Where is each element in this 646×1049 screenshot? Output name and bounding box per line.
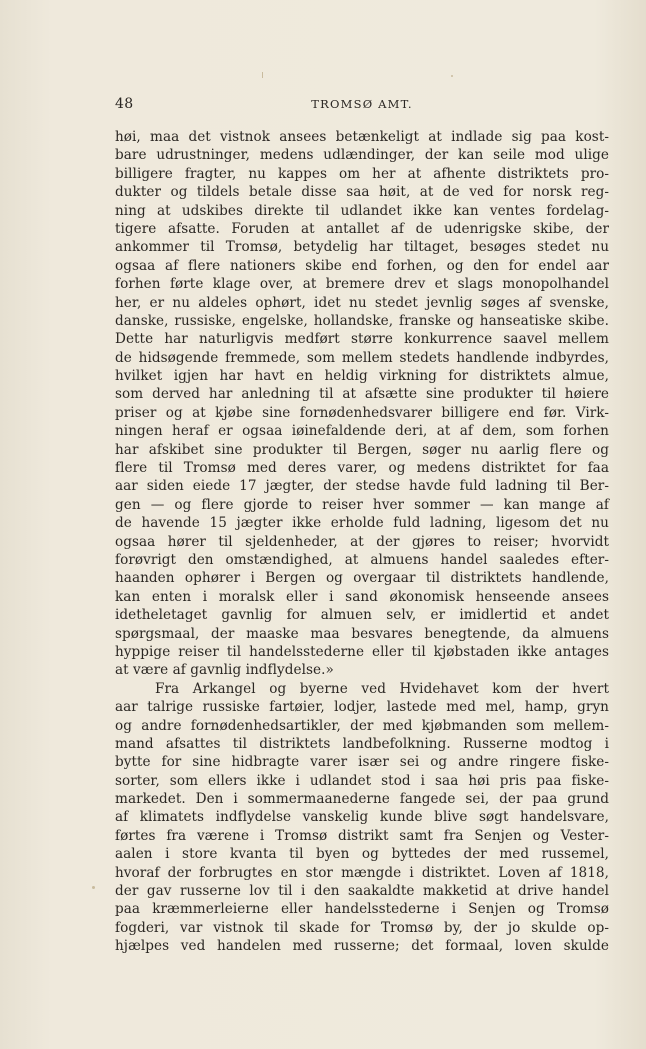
text-line: her, er nu aldeles ophørt, idet nu stedet jevnlig søges af svenske, bbox=[115, 294, 609, 311]
text-line: ankommer til Tromsø, betydelig har tiltaget, besøges stedet nu bbox=[115, 239, 609, 256]
text-line: hjælpes ved handelen med russerne; det formaal, loven skulde bbox=[115, 938, 609, 955]
text-line: som derved har anledning til at afsætte sine produkter til høiere bbox=[115, 386, 609, 403]
text-line: flere til Tromsø med deres varer, og medens distriktet for faa bbox=[115, 460, 609, 477]
text-line: forhen førte klage over, at bremere drev et slags monopolhandel bbox=[115, 276, 609, 293]
body-text bbox=[115, 128, 609, 956]
text-line: danske, russiske, engelske, hollandske, franske og hanseatiske skibe. bbox=[115, 312, 609, 329]
text-line: sorter, som ellers ikke i udlandet stod i saa høi pris paa fiske- bbox=[115, 772, 609, 789]
text-line: bare udrustninger, medens udlændinger, der kan seile mod ulige bbox=[115, 147, 609, 164]
paper-speck bbox=[92, 886, 95, 889]
text-line: tigere afsatte. Foruden at antallet af de udenrigske skibe, der bbox=[115, 220, 609, 237]
text-line: førtes fra værene i Tromsø distrikt samt fra Senjen og Vester- bbox=[115, 827, 609, 844]
page-header bbox=[115, 96, 609, 116]
text-line: Dette har naturligvis medført større konkurrence saavel mellem bbox=[115, 331, 609, 348]
text-line: hyppige reiser til handelsstederne eller til kjøbstaden ikke antages bbox=[115, 643, 609, 660]
text-line: af klimatets indflydelse vanskelig kunde blive søgt handelsvare, bbox=[115, 809, 609, 826]
text-line: at være af gavnlig indflydelse.» bbox=[115, 662, 334, 679]
text-line: aalen i store kvanta til byen og byttedes der med russemel, bbox=[115, 846, 609, 863]
text-line: høi, maa det vistnok ansees betænkeligt at indlade sig paa kost- bbox=[115, 129, 609, 145]
text-line: idetheletaget gavnlig for almuen selv, er imidlertid et andet bbox=[115, 607, 609, 624]
text-line: hvoraf der forbrugtes en stor mængde i distriktet. Loven af 1818, bbox=[115, 864, 609, 881]
text-line: ning at udskibes direkte til udlandet ikke kan ventes fordelag- bbox=[115, 202, 609, 219]
text-line: gen — og flere gjorde to reiser hver sommer — kan mange af bbox=[115, 496, 609, 513]
text-line: mand afsattes til distriktets landbefolkning. Russerne modtog i bbox=[115, 735, 609, 752]
text-line: haanden ophører i Bergen og overgaar til distriktets handlende, bbox=[115, 570, 609, 587]
text-line: kan enten i moralsk eller i sand økonomisk henseende ansees bbox=[115, 588, 609, 605]
text-line: spørgsmaal, der maaske maa besvares benegtende, da almuens bbox=[115, 625, 609, 642]
text-line: Fra Arkangel og byerne ved Hvidehavet kom der hvert bbox=[155, 680, 609, 697]
text-line: de havende 15 jægter ikke erholde fuld ladning, ligesom det nu bbox=[115, 515, 609, 532]
text-line: bytte for sine hidbragte varer især sei og andre ringere fiske- bbox=[115, 754, 609, 771]
text-line: forøvrigt den omstændighed, at almuens handel saaledes efter- bbox=[115, 551, 609, 568]
paper-speck bbox=[451, 75, 453, 77]
text-line: hvilket igjen har havt en heldig virkning for distriktets almue, bbox=[115, 368, 609, 385]
text-line: de hidsøgende fremmede, som mellem stedets handlende indbyrdes, bbox=[115, 349, 609, 366]
text-line: ningen heraf er ogsaa iøinefaldende deri, at af dem, som forhen bbox=[115, 423, 609, 440]
text-line: aar siden eiede 17 jægter, der stedse havde fuld ladning til Ber- bbox=[115, 478, 609, 495]
text-line: markedet. Den i sommermaanederne fangede sei, der paa grund bbox=[115, 791, 609, 808]
text-line: har afskibet sine produkter til Bergen, søger nu aarlig flere og bbox=[115, 441, 609, 458]
text-line: aar talrige russiske fartøier, lodjer, lastede med mel, hamp, gryn bbox=[115, 699, 609, 716]
text-line: billigere fragter, nu kappes om her at afhente distriktets pro- bbox=[115, 165, 609, 182]
text-line: ogsaa hører til sjeldenheder, at der gjøres to reiser; hvorvidt bbox=[115, 533, 609, 550]
text-line: priser og at kjøbe sine fornødenhedsvarer billigere end før. Virk- bbox=[115, 404, 609, 421]
text-line: og andre fornødenhedsartikler, der med kjøbmanden som mellem- bbox=[115, 717, 609, 734]
text-line: ogsaa af flere nationers skibe end forhen, og den for endel aar bbox=[115, 257, 609, 274]
text-line: dukter og tildels betale disse saa høit, at de ved for norsk reg- bbox=[115, 184, 609, 201]
text-line: der gav russerne lov til i den saakaldte makketid at drive handel bbox=[115, 883, 609, 900]
text-line: paa kræmmerleierne eller handelsstederne i Senjen og Tromsø bbox=[115, 901, 609, 918]
running-title: TROMSØ AMT. bbox=[311, 97, 413, 111]
text-line: fogderi, var vistnok til skade for Tromsø by, der jo skulde op- bbox=[115, 919, 609, 936]
page-number: 48 bbox=[115, 96, 134, 112]
paper-speck bbox=[262, 72, 263, 78]
